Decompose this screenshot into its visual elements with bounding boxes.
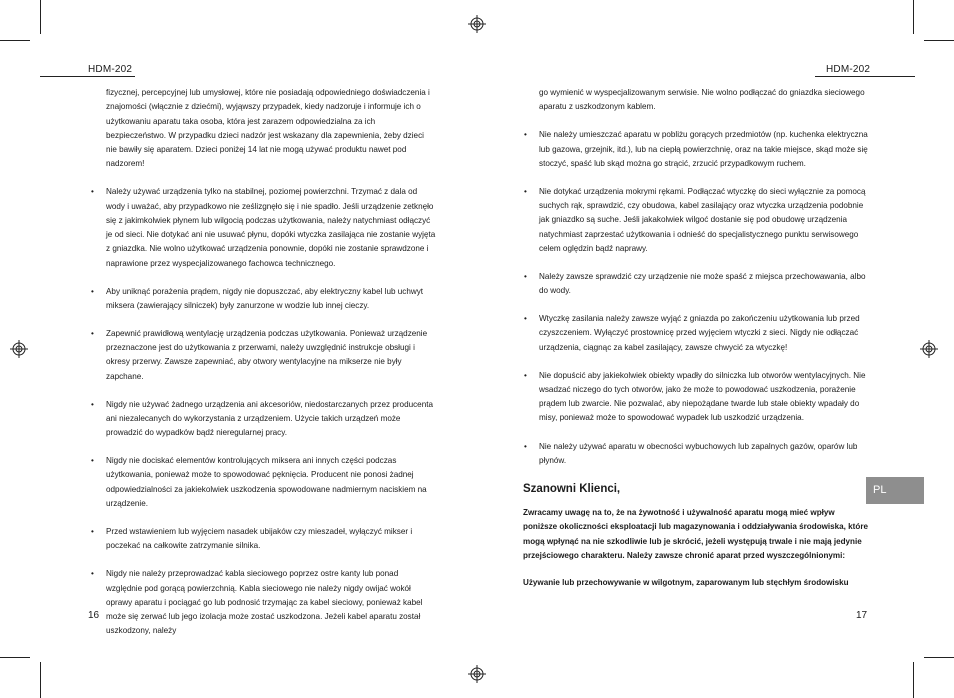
- paragraph-text: Nie dopuścić aby jakiekolwiek obiekty wpadły do silniczka lub otworów wentylacyjnych. Nie wsadzać niczego do tych otworów, jako że może to powodować uszkodzenia, porażenie prądem lub zwarcie. Nie pozwalać, aby niepożądane twarde lub stałe obiekty wpadały do misy, ponieważ może to spowodować wypadek lub uszkodzić urządzenia.: [539, 370, 866, 423]
- paragraph-text: Nie należy używać aparatu w obecności wybuchowych lub zapalnych gazów, oparów lub płynów.: [539, 441, 858, 465]
- crop-mark: [0, 40, 30, 41]
- list-item: [91, 525, 436, 554]
- paragraph-text: Nigdy nie dociskać elementów kontrolujących miksera ani innych części podczas użytkowania, ponieważ może to spowodować pęknięcia. Producent nie ponosi żadnej odpowiedzialności za jakiekolwiek uszkodzenia spowodowane nadmiernym naciskiem na urządzenie.: [106, 456, 427, 508]
- paragraph-text: Przed wstawieniem lub wyjęciem nasadek ubijaków czy mieszadeł, wyłączyć mikser i poczekać na całkowite zatrzymanie silnika.: [106, 527, 413, 551]
- bullet: •: [91, 456, 94, 466]
- crop-mark: [0, 657, 30, 658]
- bullet: •: [91, 328, 94, 338]
- bullet: •: [91, 527, 94, 537]
- list-item: [524, 185, 869, 256]
- page-number: 17: [856, 610, 868, 621]
- crop-mark: [40, 0, 41, 34]
- bullet: •: [524, 130, 527, 140]
- bullet: •: [524, 441, 527, 451]
- list-item: [91, 454, 436, 511]
- right-text-column: [523, 86, 869, 603]
- model-code: HDM-202: [88, 64, 133, 75]
- language-tab: PL: [866, 477, 924, 504]
- crop-mark: [924, 657, 954, 658]
- paragraph-text: Nigdy nie używać żadnego urządzenia ani akcesoriów, niedostarczanych przez producenta ani niezalecanych do wykorzystania z urządzeniem. Użycie takich urządzeń może prowadzić do wypadków bądź nieregularnej pracy.: [106, 399, 433, 438]
- list-item: [539, 86, 869, 115]
- bullet: •: [91, 399, 94, 409]
- registration-mark-icon: [920, 340, 938, 358]
- bold-paragraph: Zwracamy uwagę na to, że na żywotność i używalność aparatu mogą mieć wpływ poniższe okoliczności eksploatacji lub magazynowania i oddziaływania środowiska, które mogą wpłynąć na nie szkodliwie lub je skrócić, jeżeli występują trwale i nie mają jedynie przejściowego charakteru. Należy zawsze chronić aparat przed wyszczególnionymi:: [523, 508, 868, 560]
- bullet: •: [524, 186, 527, 196]
- crop-mark: [40, 662, 41, 698]
- page-number: 16: [88, 610, 100, 621]
- list-item: [524, 369, 869, 426]
- paragraph-text: go wymienić w wyspecjalizowanym serwisie. Nie wolno podłączać do gniazdka sieciowego aparatu z uszkodzonym kablem.: [539, 88, 865, 112]
- section-heading: Szanowni Klienci,: [523, 483, 621, 496]
- bullet: •: [524, 271, 527, 281]
- registration-mark-icon: [468, 15, 486, 33]
- list-item: [91, 398, 436, 441]
- paragraph-text: Aby uniknąć porażenia prądem, nigdy nie dopuszczać, aby elektryczny kabel lub uchwyt miksera (zawierający silniczek) były zanurzone w wodzie lub innej cieczy.: [106, 286, 424, 310]
- paragraph-text: Nie dotykać urządzenia mokrymi rękami. Podłączać wtyczkę do sieci wyłącznie za pomocą suchych rąk, sprawdzić, czy obudowa, kabel zasilający oraz wtyczka urządzenia podobnie jak gniazdko są suche. Jeśli jakakolwiek wilgoć dostanie się pod obudowę urządzenia natychmiast zaprzestać użytkowania i odnieść do specjalistycznego punktu serwisowego celem oględzin bądź naprawy.: [539, 186, 866, 253]
- list-item: [91, 285, 436, 314]
- list-item: [524, 128, 869, 171]
- left-text-column: [90, 86, 436, 652]
- list-item: [91, 327, 436, 384]
- paragraph-text: fizycznej, percepcyjnej lub umysłowej, które nie posiadają odpowiedniego doświadczenia i znajomości (włącznie z dziećmi), wyjąwszy przypadek, kiedy nadzoruje i informuje ich o użytkowaniu aparatu taka osoba, która jest zarazem odpowiedzialna za ich bezpieczeństwo. W przypadku dzieci nadzór jest wskazany dla zapewnienia, żeby dzieci nie bawiły się aparatem. Dzieci poniżej 14 lat nie mogą używać produktu nawet pod nadzorem!: [106, 88, 430, 169]
- bold-paragraph-last: Używanie lub przechowywanie w wilgotnym, zaparowanym lub stęchłym środowisku: [523, 578, 849, 588]
- bullet: •: [91, 187, 94, 197]
- bullet: •: [524, 370, 527, 380]
- registration-mark-icon: [10, 340, 28, 358]
- paragraph-text: Wtyczkę zasilania należy zawsze wyjąć z gniazda po zakończeniu użytkowania lub przed czyszczeniem. Wyłączyć prostownicę przed wyjęciem wtyczki z sieci. Nigdy nie odłączać urządzenia, ciągnąc za kabel zasilający, zawsze chwycić za wtyczkę!: [539, 314, 860, 352]
- list-item: [91, 185, 436, 271]
- crop-mark: [924, 40, 954, 41]
- bullet: •: [91, 569, 94, 579]
- paragraph-text: Zapewnić prawidłową wentylację urządzenia podczas użytkowania. Ponieważ urządzenie przeznaczone jest do użytkowania z przerwami, należy uwzględnić instrukcje obsługi i okresy przerwy. Zawsze zapewniać, aby otwory wentylacyjne na mikserze nie były zapchane.: [106, 328, 428, 381]
- paragraph-text: Należy zawsze sprawdzić czy urządzenie nie może spaść z miejsca przechowawania, albo do wody.: [539, 271, 866, 296]
- list-item: [524, 312, 869, 355]
- header-rule: [40, 76, 135, 77]
- crop-mark: [913, 0, 914, 34]
- list-item: [524, 440, 869, 469]
- header-rule: [815, 76, 915, 77]
- paragraph-text: Nie należy umieszczać aparatu w pobliżu gorących przedmiotów (np. kuchenka elektryczna lub gazowa, grzejnik, itd.), lub na ciepłą powierzchnię, oraz na takie miejsce, skąd może się stoczyć, spaść lub skąd można go strącić, zrzucić przypadkowym ruchem.: [539, 130, 868, 168]
- registration-mark-icon: [468, 665, 486, 683]
- crop-mark: [913, 662, 914, 698]
- paragraph-text: Nigdy nie należy przeprowadzać kabla sieciowego poprzez ostre kanty lub ponad względnie pod gorącą powierzchnią. Kabla sieciowego nie należy nigdy owijać wokół oprawy aparatu i pociągać go lub podnosić trzymając za kabel sieciowy, ponieważ kabel może się zerwać lub jego izolacja może zostać uszkodzona. Jeżeli kabel aparatu został uszkodzony, należy: [106, 569, 423, 636]
- bullet: •: [524, 314, 527, 324]
- list-item: [524, 270, 869, 299]
- paragraph-text: Należy używać urządzenia tylko na stabilnej, poziomej powierzchni. Trzymać z dala od wody i uważać, aby przypadkowo nie ześlizgnęło się i nie spadło. Jeśli urządzenie zetknęło się z jakimkolwiek płynem lub wilgocią podczas użytkowania, należy natychmiast odłączyć je od sieci. Nie dotykać ani nie usuwać płynu, dopóki wtyczka zasilająca nie zostanie wyjęta z gniazdka. Nie wolno użytkować urządzenia ponownie, dopóki nie zostanie sprawdzone i naprawione przez wyspecjalizowanego fachowca technicznego.: [106, 187, 436, 268]
- list-item: [106, 86, 436, 172]
- model-code: HDM-202: [826, 64, 871, 75]
- bullet: •: [91, 286, 94, 296]
